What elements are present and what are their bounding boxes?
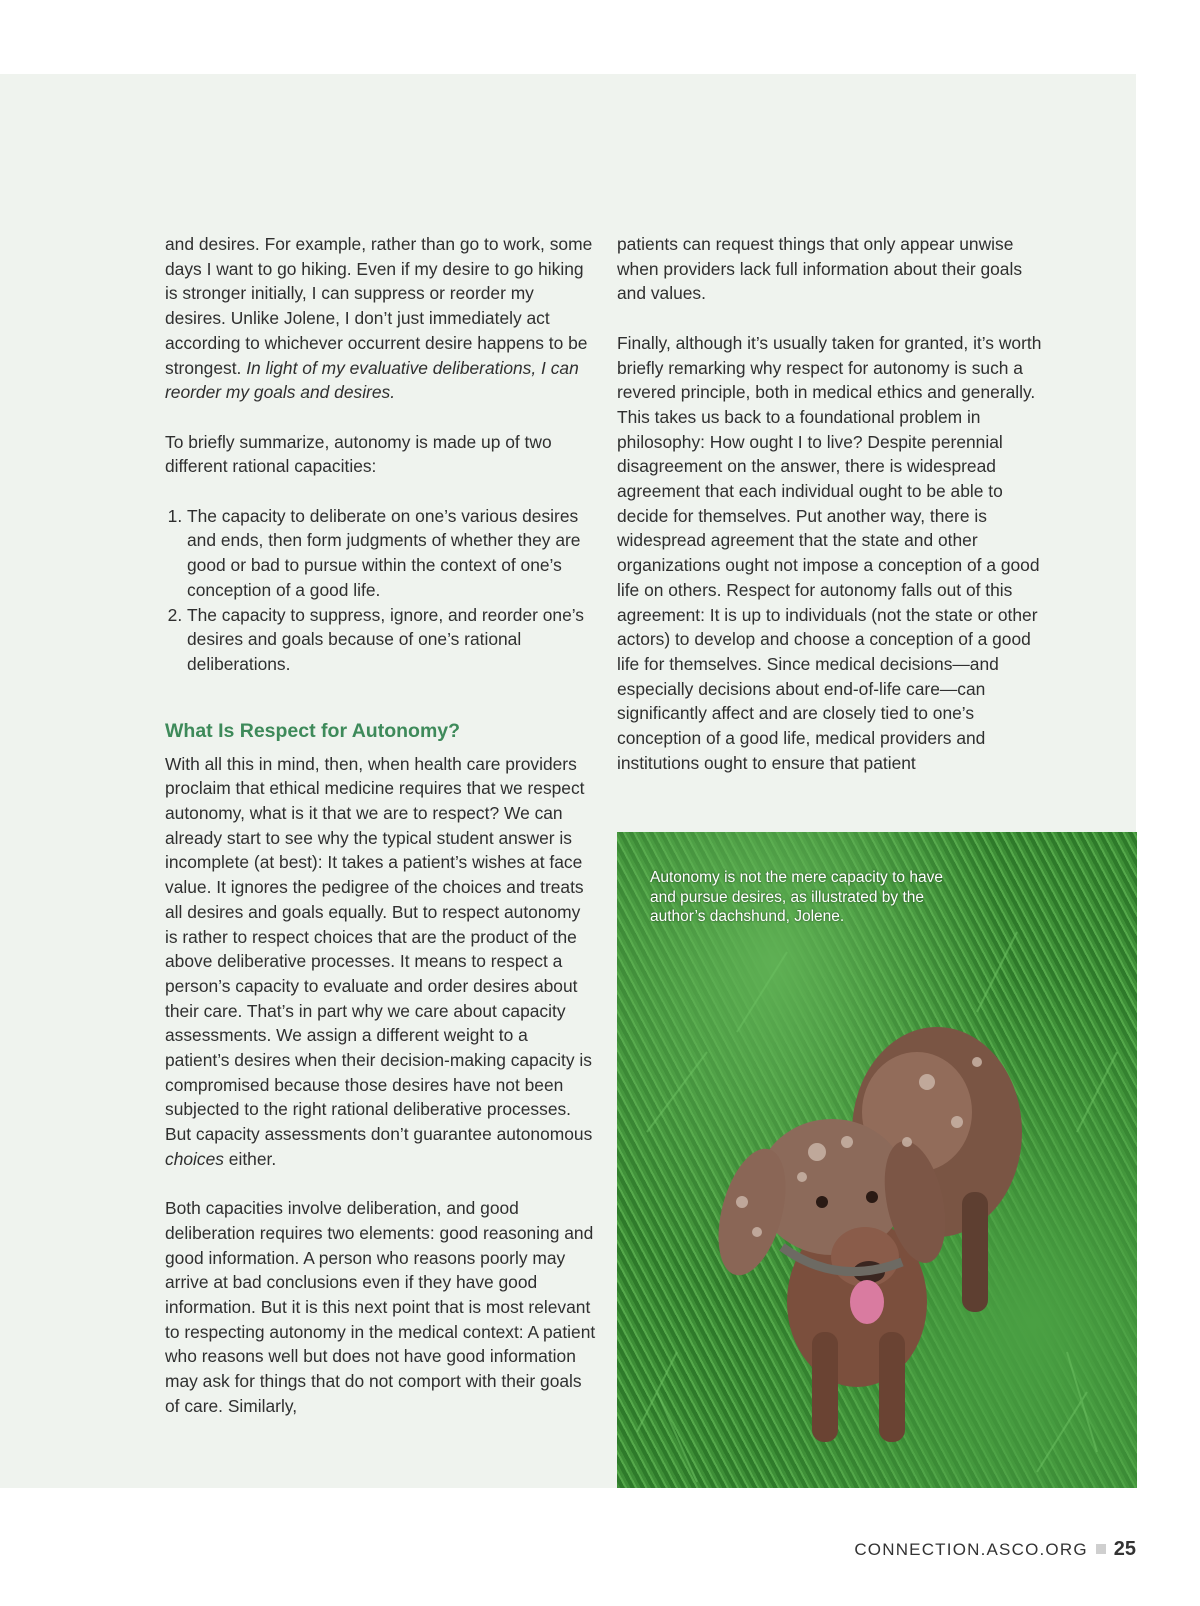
paragraph: To briefly summarize, autonomy is made up of two different rational capacities: <box>165 431 552 477</box>
page-footer <box>854 1538 1136 1561</box>
emphasis-text: choices <box>165 1148 224 1169</box>
paragraph-text: either. <box>223 1148 277 1169</box>
paragraph <box>165 752 597 1172</box>
paragraph: Finally, although it’s usually taken for granted, it’s worth briefly remarking why respect for autonomy is such a revered principle, both in medical ethics and generally. This takes us back to a foundational problem in philosophy: How ought I to live? Despite perennial disagreement on the answer, there is widespread agreement that each individual ought to be able to decide for themselves. Put another way, there is widespread agreement that the state and other organizations ought not impose a conception of a good life on others. Respect for autonomy falls out of this agreement: It is up to individuals (not the state or other actors) to develop and choose a conception of a good life for themselves. Since medical decisions—and especially decisions about end-of-life care—can significantly affect and are closely tied to one’s conception of a good life, medical providers and institutions ought to ensure that patient <box>617 332 1042 773</box>
photo-caption: Autonomy is not the mere capacity to have and pursue desires, as illustrated by the author’s dachshund, Jolene. <box>650 869 943 925</box>
separator-square-icon <box>1096 1544 1106 1554</box>
paragraph: patients can request things that only appear unwise when providers lack full information about their goals and values. <box>617 234 1023 304</box>
capacities-list <box>165 504 597 677</box>
paragraph: Both capacities involve deliberation, and good deliberation requires two elements: good reasoning and good information. A person who reasons poorly may arrive at bad conclusions even if they have good information. But it is this next point that is most relevant to respecting autonomy in the medical context: A patient who reasons well but does not have good information may ask for things that do not comport with their goals of care. Similarly, <box>165 1198 596 1416</box>
left-column <box>165 232 597 1443</box>
paragraph <box>165 232 597 405</box>
paragraph-text: With all this in mind, then, when health care providers proclaim that ethical medicine requires that we respect autonomy, what is it that we are to respect? We can already start to see why the typical student answer is incomplete (at best): It takes a patient’s wishes at face value. It ignores the pedigree of the choices and treats all desires and goals equally. But to respect autonomy is rather to respect choices that are the product of the above deliberative processes. It means to respect a person’s capacity to evaluate and order desires about their care. That’s in part why we care about capacity assessments. We assign a different weight to a patient’s desires when their decision-making capacity is compromised because those desires have not been subjected to the right rational deliberative processes. But capacity assessments don’t guarantee autonomous <box>165 753 593 1145</box>
list-item: 2. The capacity to suppress, ignore, and reorder one’s desires and goals because of one’s rational deliberations. <box>187 603 597 677</box>
section-heading: What Is Respect for Autonomy? <box>165 719 461 742</box>
dachshund-photo <box>617 832 1137 1488</box>
paragraph-text: and desires. For example, rather than go to work, some days I want to go hiking. Even if my desire to go hiking is stronger initially, I can suppress or reorder my desires. Unlike Jolene, I don’t just immediately act according to whichever occurrent desire happens to be strongest. <box>165 234 593 378</box>
dachshund-dog-image <box>617 832 1137 1488</box>
emphasis-text: In light of my evaluative deliberations, I can reorder my goals and desires. <box>165 357 579 403</box>
list-item: 1. The capacity to deliberate on one’s various desires and ends, then form judgments of whether they are good or bad to pursue within the context of one’s conception of a good life. <box>187 504 597 603</box>
page-number: 25 <box>1113 1538 1136 1560</box>
right-column <box>617 232 1049 800</box>
footer-site: CONNECTION.ASCO.ORG <box>854 1540 1088 1559</box>
